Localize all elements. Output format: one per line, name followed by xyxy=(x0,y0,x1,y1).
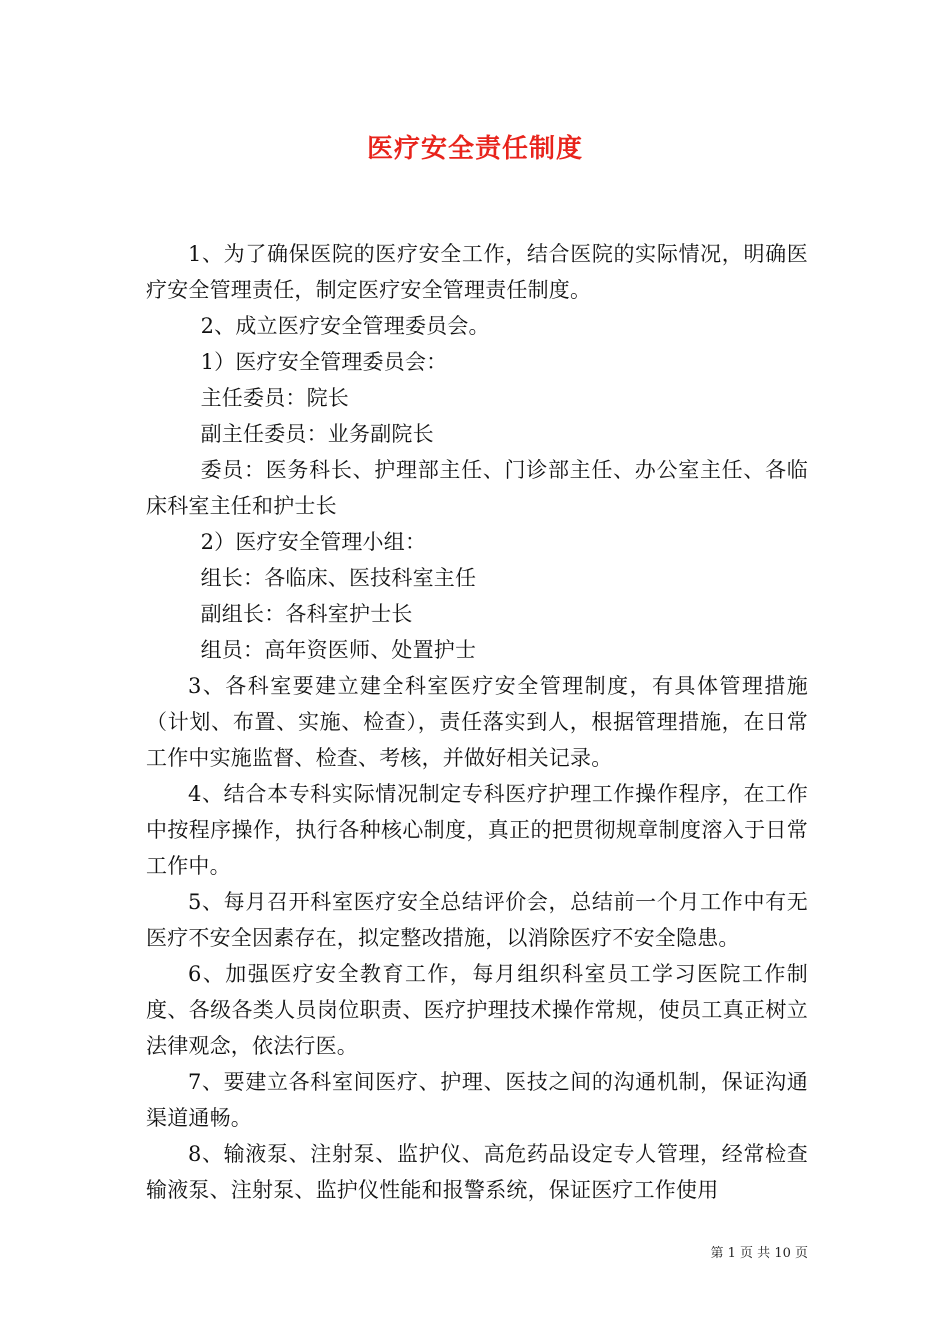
paragraph-director: 主任委员：院长 xyxy=(200,386,349,410)
paragraph-vice-director: 副主任委员：业务副院长 xyxy=(200,422,434,446)
paragraph-committee-heading: 1）医疗安全管理委员会： xyxy=(200,350,448,374)
paragraph-members: 委员：医务科长、护理部主任、门诊部主任、办公室主任、各临床科室主任和护士长 xyxy=(146,458,808,518)
paragraph-6: 6、加强医疗安全教育工作，每月组织科室员工学习医院工作制度、各级各类人员岗位职责、医疗护理技术操作常规，使员工真正树立法律观念，依法行医。 xyxy=(146,962,808,1058)
paragraph-1: 1、为了确保医院的医疗安全工作，结合医院的实际情况，明确医疗安全管理责任，制定医疗安全管理责任制度。 xyxy=(146,242,808,302)
paragraph-group-members: 组员：高年资医师、处置护士 xyxy=(200,638,477,662)
paragraph-3: 3、各科室要建立建全科室医疗安全管理制度，有具体管理措施（计划、布置、实施、检查），责任落实到人，根据管理措施，在日常工作中实施监督、检查、考核，并做好相关记录。 xyxy=(146,674,808,770)
paragraph-group-heading: 2）医疗安全管理小组： xyxy=(200,530,427,554)
paragraph-8: 8、输液泵、注射泵、监护仪、高危药品设定专人管理，经常检查输液泵、注射泵、监护仪性能和报警系统，保证医疗工作使用 xyxy=(146,1142,808,1202)
page-footer: 第 1 页 共 10 页 xyxy=(710,1246,808,1261)
paragraph-7: 7、要建立各科室间医疗、护理、医技之间的沟通机制，保证沟通渠道通畅。 xyxy=(146,1070,808,1130)
paragraph-2: 2、成立医疗安全管理委员会。 xyxy=(200,314,490,338)
paragraph-4: 4、结合本专科实际情况制定专科医疗护理工作操作程序，在工作中按程序操作，执行各种核心制度，真正的把贯彻规章制度溶入于日常工作中。 xyxy=(146,782,808,878)
paragraph-group-leader: 组长：各临床、医技科室主任 xyxy=(200,566,477,590)
document-title: 医疗安全责任制度 xyxy=(366,134,583,164)
paragraph-vice-group-leader: 副组长：各科室护士长 xyxy=(200,602,413,626)
paragraph-5: 5、每月召开科室医疗安全总结评价会，总结前一个月工作中有无医疗不安全因素存在，拟定整改措施，以消除医疗不安全隐患。 xyxy=(146,890,808,950)
document-body xyxy=(146,236,808,1208)
